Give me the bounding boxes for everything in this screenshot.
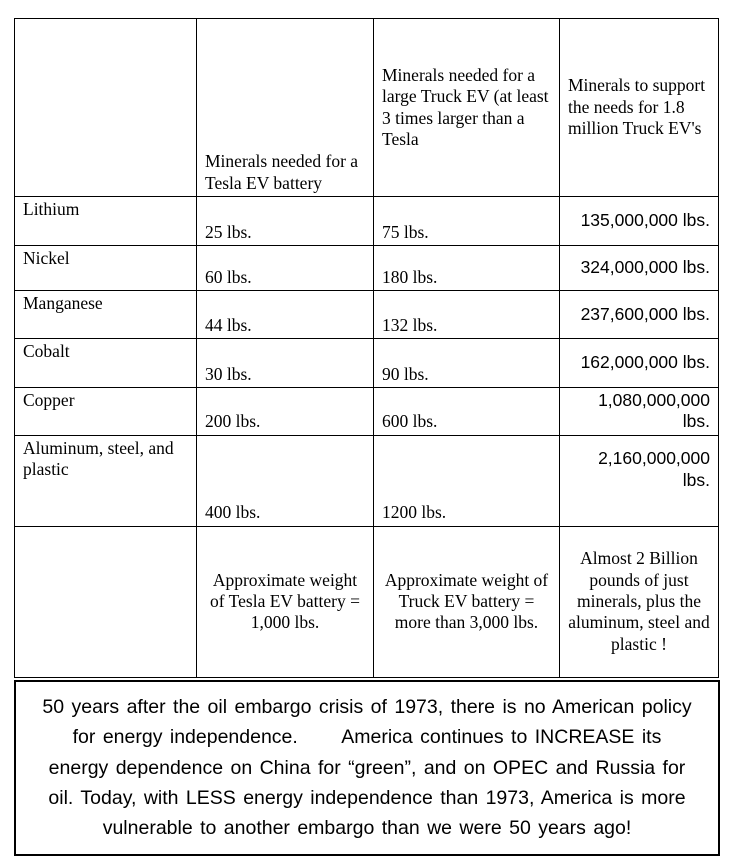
tesla-value-cell: 400 lbs.: [197, 435, 374, 526]
table-row-manganese: [15, 291, 719, 339]
truck-value-cell: 75 lbs.: [374, 197, 560, 246]
total-value-cell: 1,080,000,000 lbs.: [560, 388, 719, 436]
footer-note-box: [14, 680, 720, 856]
summary-empty-cell: [15, 526, 197, 677]
total-value-cell: 135,000,000 lbs.: [560, 197, 719, 246]
truck-value-cell: 1200 lbs.: [374, 435, 560, 526]
summary-truck-cell: Approximate weight of Truck EV battery = more than 3,000 lbs.: [374, 526, 560, 677]
summary-support-cell: Almost 2 Billion pounds of just minerals, plus the aluminum, steel and plastic !: [560, 526, 719, 677]
mineral-name-cell: Manganese: [15, 291, 197, 339]
truck-value-cell: 600 lbs.: [374, 388, 560, 436]
total-value-cell: 324,000,000 lbs.: [560, 246, 719, 291]
tesla-value-cell: 200 lbs.: [197, 388, 374, 436]
total-value-cell: 2,160,000,000 lbs.: [560, 435, 719, 526]
truck-value-cell: 180 lbs.: [374, 246, 560, 291]
mineral-name-cell: Copper: [15, 388, 197, 436]
truck-value-cell: 90 lbs.: [374, 339, 560, 388]
tesla-value-cell: 44 lbs.: [197, 291, 374, 339]
tesla-value-cell: 60 lbs.: [197, 246, 374, 291]
tesla-value-cell: 30 lbs.: [197, 339, 374, 388]
header-tesla-cell: Minerals needed for a Tesla EV battery: [197, 19, 374, 197]
table-row-aluminum-steel-plastic: [15, 435, 719, 526]
table-summary-row: [15, 526, 719, 677]
table-row-cobalt: [15, 339, 719, 388]
header-support-cell: Minerals to support the needs for 1.8 million Truck EV's: [560, 19, 719, 197]
header-truck-cell: Minerals needed for a large Truck EV (at least 3 times larger than a Tesla: [374, 19, 560, 197]
mineral-name-cell: Nickel: [15, 246, 197, 291]
table-row-nickel: [15, 246, 719, 291]
mineral-name-cell: Lithium: [15, 197, 197, 246]
table-row-lithium: [15, 197, 719, 246]
mineral-name-cell: Aluminum, steel, and plastic: [15, 435, 197, 526]
table-header-row: [15, 19, 719, 197]
header-empty-cell: [15, 19, 197, 197]
footer-note-text: 50 years after the oil embargo crisis of 1973, there is no American policy for energy independence. America continues to INCREASE its energy dependence on China for “green”, and on OPEC and Russia for oil. Today, with LESS energy independence than 1973, America is more vulnerable to another embargo than we were 50 years ago!: [42, 696, 700, 840]
total-value-cell: 162,000,000 lbs.: [560, 339, 719, 388]
tesla-value-cell: 25 lbs.: [197, 197, 374, 246]
summary-tesla-cell: Approximate weight of Tesla EV battery = 1,000 lbs.: [197, 526, 374, 677]
total-value-cell: 237,600,000 lbs.: [560, 291, 719, 339]
table-row-copper: [15, 388, 719, 436]
truck-value-cell: 132 lbs.: [374, 291, 560, 339]
mineral-name-cell: Cobalt: [15, 339, 197, 388]
minerals-table: [14, 18, 719, 678]
